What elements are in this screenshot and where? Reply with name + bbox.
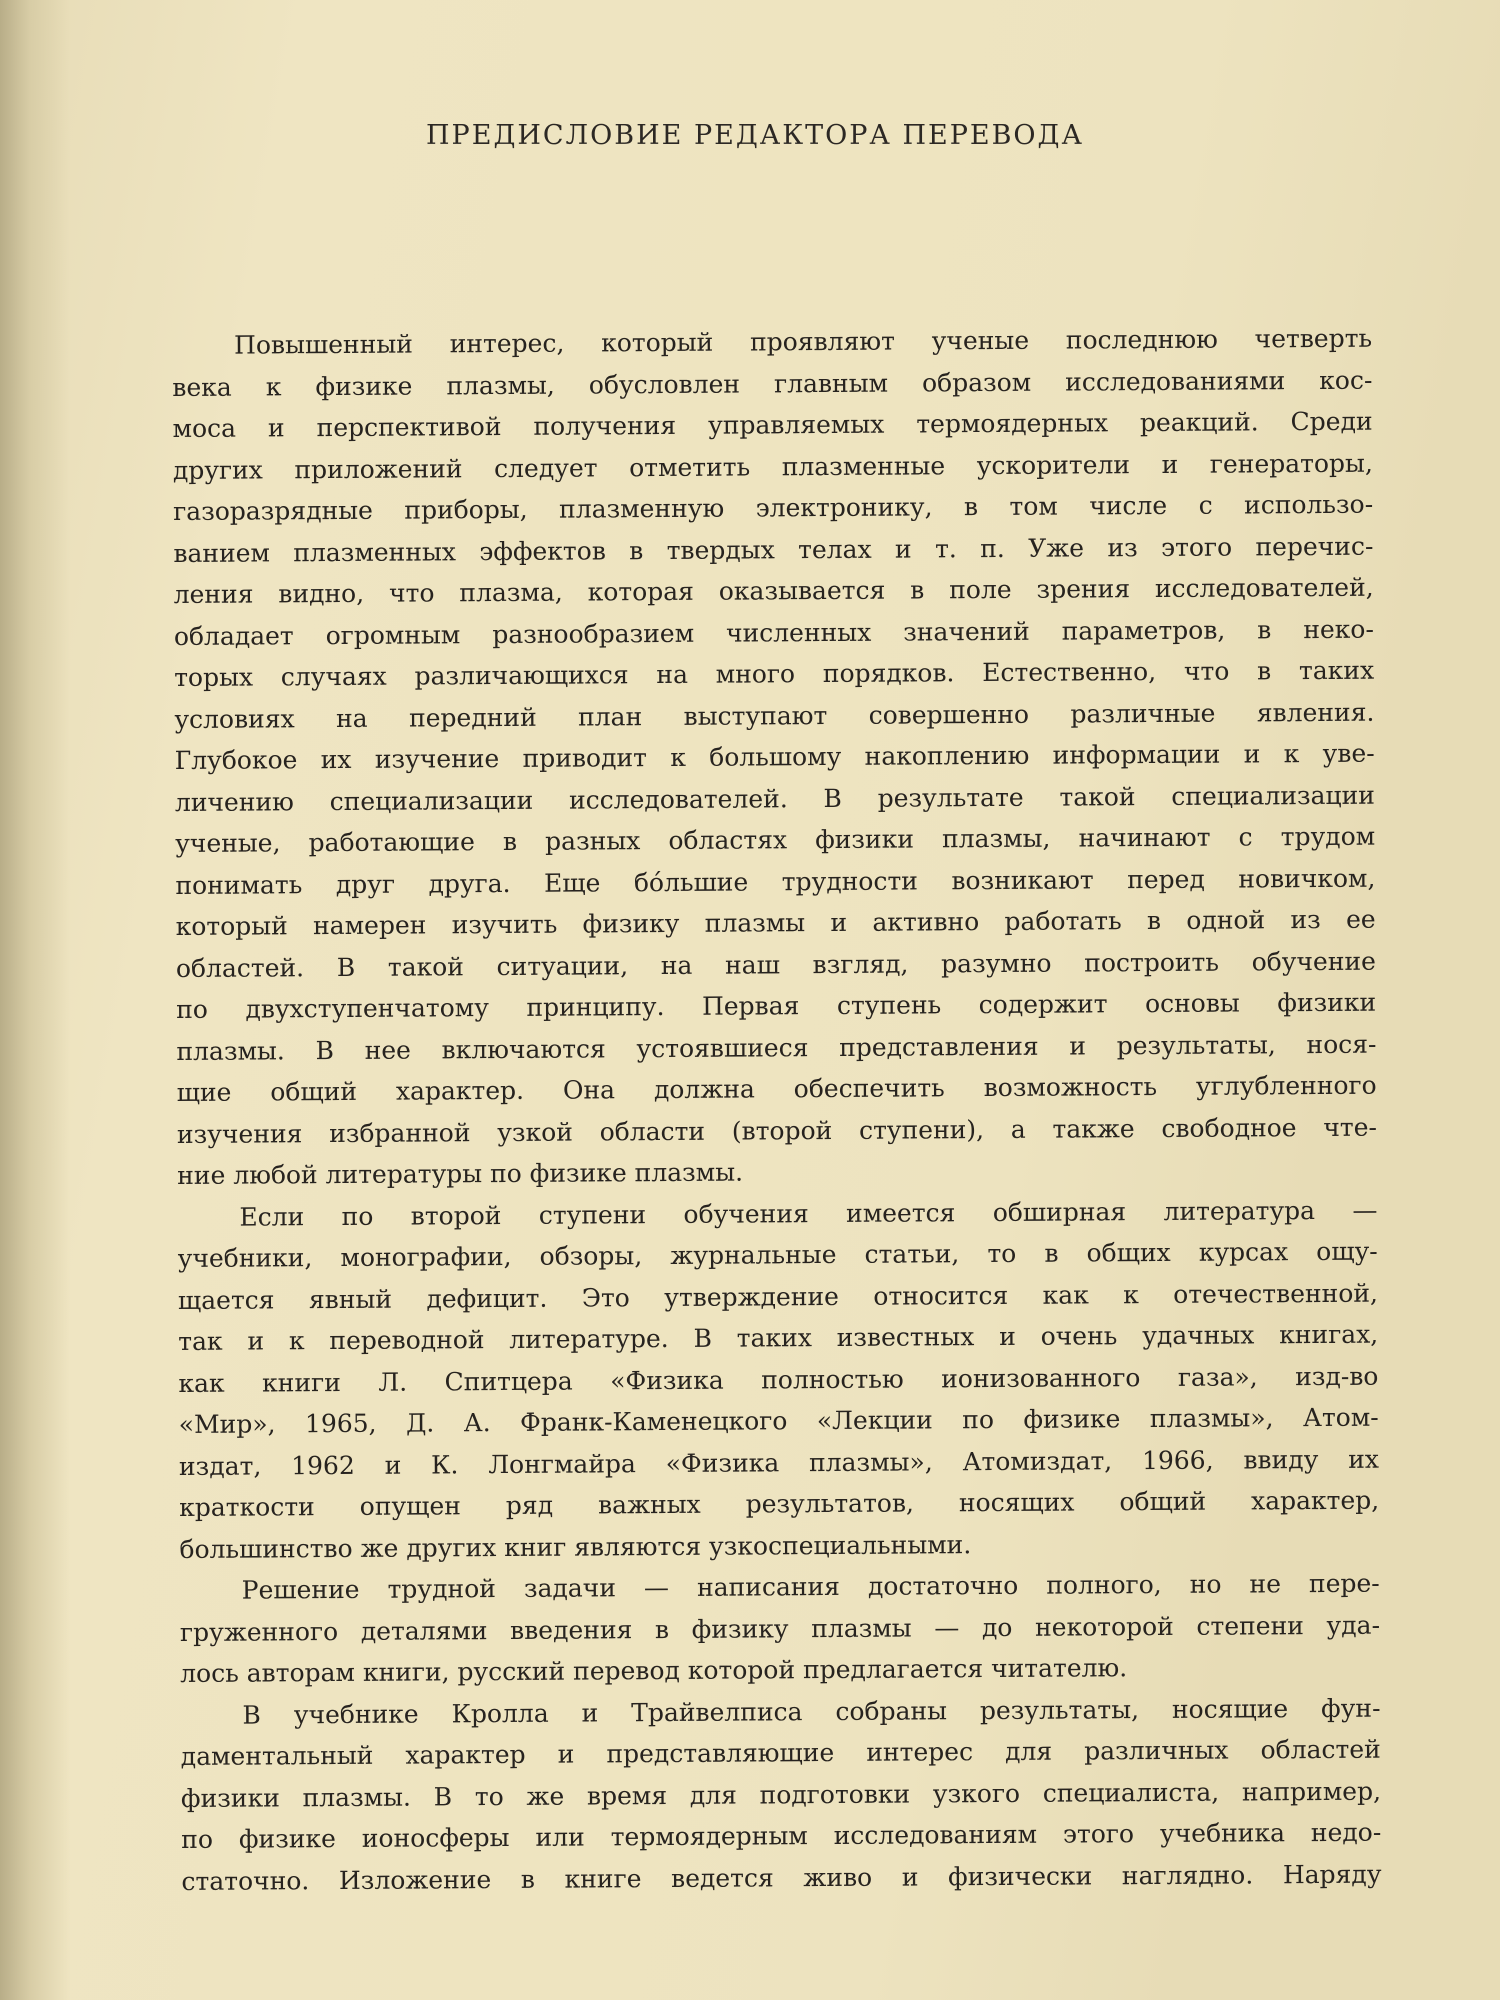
text-line: груженного деталями введения в физику плазмы — до некоторой степени уда- <box>179 1610 1381 1647</box>
text-line: ления видно, что плазма, которая оказывается в поле зрения исследователей, <box>173 572 1374 609</box>
paragraph-3 <box>180 1563 1381 1695</box>
text-line: учебники, монографии, обзоры, журнальные статьи, то в общих курсах ощу- <box>177 1236 1378 1273</box>
paragraph-2 <box>177 1189 1379 1570</box>
page-gutter-shadow <box>0 0 70 2000</box>
text-line: Повышенный интерес, который проявляют ученые последнюю четверть <box>234 323 1373 360</box>
text-line: так и к переводной литературе. В таких известных и очень удачных книгах, <box>178 1319 1379 1356</box>
text-line: обладает огромным разнообразием численных значений параметров, в неко- <box>173 614 1374 651</box>
text-line: большинство же других книг являются узкоспециальными. <box>179 1529 972 1564</box>
text-line: Решение трудной задачи — написания достаточно полного, но не пере- <box>241 1568 1380 1605</box>
text-line: ние любой литературы по физике плазмы. <box>177 1157 744 1190</box>
text-line: ученые, работающие в разных областях физики плазмы, начинают с трудом <box>175 821 1376 858</box>
text-line: издат, 1962 и К. Лонгмайра «Физика плазмы», Атомиздат, 1966, ввиду их <box>178 1444 1380 1481</box>
text-line: по двухступенчатому принципу. Первая ступень содержит основы физики <box>176 987 1377 1024</box>
text-line: В учебнике Кролла и Трайвелписа собраны результаты, носящие фун- <box>242 1693 1381 1730</box>
text-line: личению специализации исследователей. В результате такой специализации <box>174 780 1375 817</box>
text-line: краткости опущен ряд важных результатов, носящих общий характер, <box>179 1485 1380 1522</box>
text-line: щается явный дефицит. Это утверждение относится как к отечественной, <box>177 1278 1379 1315</box>
text-line: который намерен изучить физику плазмы и активно работать в одной из ее <box>175 904 1376 941</box>
text-line: ванием плазменных эффектов в твердых телах и т. п. Уже из этого перечис- <box>173 531 1374 568</box>
text-line: как книги Л. Спитцера «Физика полностью ионизованного газа», изд-во <box>178 1361 1379 1398</box>
text-line: статочно. Изложение в книге ведется живо и физически наглядно. Наряду <box>181 1859 1382 1896</box>
text-line: условиях на передний план выступают совершенно различные явления. <box>174 697 1375 734</box>
text-line: «Мир», 1965, Д. А. Франк-Каменецкого «Лекции по физике плазмы», Атом- <box>178 1402 1379 1439</box>
text-line: по физике ионосферы или термоядерным исследованиям этого учебника недо- <box>181 1817 1382 1854</box>
text-line: изучения избранной узкой области (второй ступени), а также свободное чте- <box>176 1112 1378 1149</box>
text-line: века к физике плазмы, обусловлен главным образом исследованиями кос- <box>172 365 1373 402</box>
text-line: других приложений следует отметить плазменные ускорители и генераторы, <box>172 448 1373 485</box>
text-line: лось авторам книги, русский перевод которой предлагается читателю. <box>180 1653 1128 1688</box>
text-line: даментальный характер и представляющие интерес для различных областей <box>180 1734 1381 1771</box>
text-line: плазмы. В нее включаются устоявшиеся представления и результаты, нося- <box>176 1029 1377 1066</box>
text-line: понимать друг друга. Еще бо́льшие трудности возникают перед новичком, <box>175 863 1376 900</box>
text-line: моса и перспективой получения управляемых термоядерных реакций. Среди <box>172 406 1373 443</box>
body-text <box>172 318 1382 1902</box>
paragraph-1 <box>172 318 1377 1197</box>
text-line: торых случаях различающихся на много порядков. Естественно, что в таких <box>174 655 1375 692</box>
text-line: физики плазмы. В то же время для подготовки узкого специалиста, например, <box>180 1776 1382 1813</box>
page-title: ПРЕДИСЛОВИЕ РЕДАКТОРА ПЕРЕВОДА <box>426 120 1084 151</box>
text-line: Если по второй ступени обучения имеется обширная литература — <box>239 1195 1378 1232</box>
text-line: щие общий характер. Она должна обеспечить возможность углубленного <box>176 1070 1377 1107</box>
text-line: газоразрядные приборы, плазменную электронику, в том числе с использо- <box>173 489 1374 526</box>
paragraph-4 <box>180 1687 1381 1902</box>
text-line: областей. В такой ситуации, на наш взгляд, разумно построить обучение <box>175 946 1376 983</box>
text-line: Глубокое их изучение приводит к большому накоплению информации и к уве- <box>174 738 1375 775</box>
